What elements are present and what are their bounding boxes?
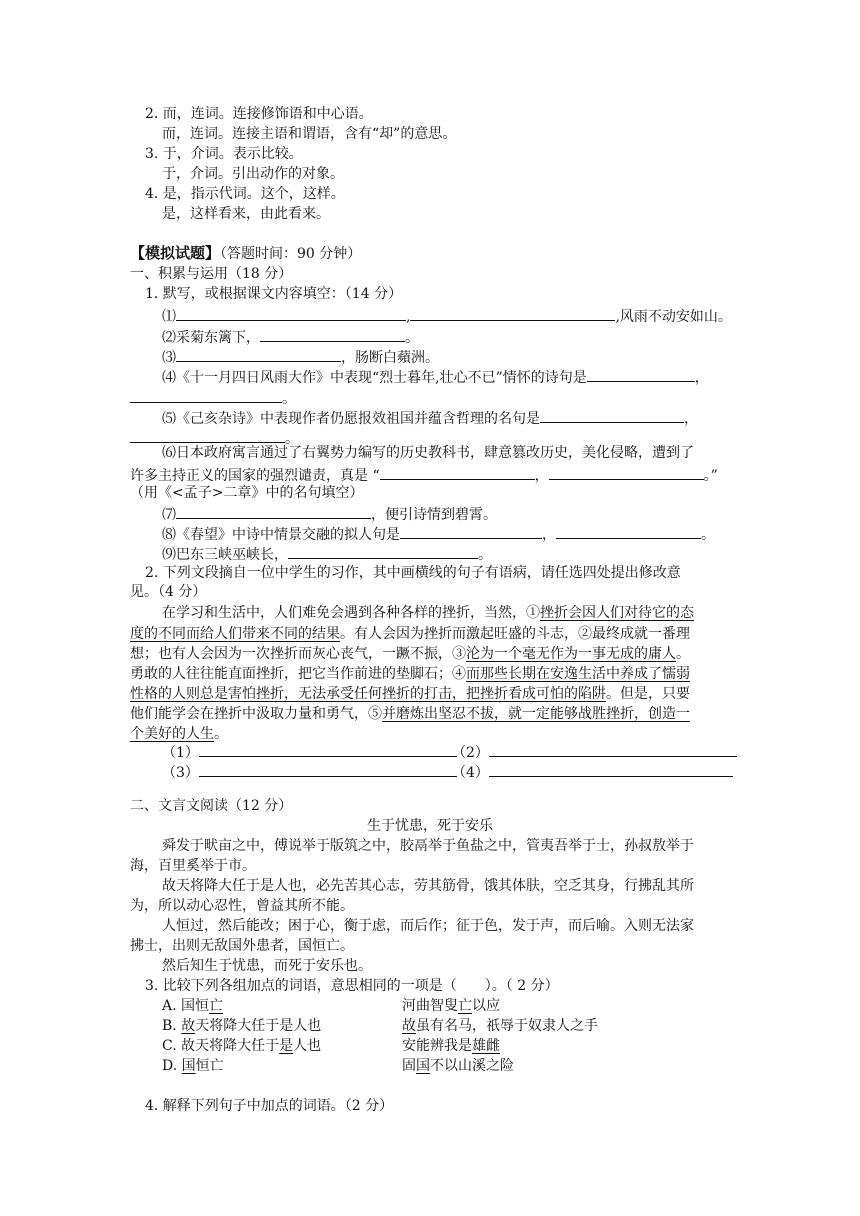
- item-text: 。: [701, 527, 715, 543]
- answer-blank[interactable]: [489, 741, 737, 757]
- option-label: D.: [162, 1058, 182, 1074]
- question-4: 4. 解释下列句子中加点的词语。（2 分）: [145, 1098, 394, 1114]
- answer-blank[interactable]: [410, 305, 615, 321]
- marked-word: 国: [416, 1058, 430, 1074]
- option-text: 虽有名马，祇辱于奴隶人之手: [416, 1018, 598, 1034]
- separator: ，: [694, 370, 709, 386]
- item-text: ⑵采菊东篱下，: [162, 330, 260, 346]
- passage-text: 在学习和生活中，人们难免会遇到各种各样的挫折，当然，①: [162, 605, 540, 621]
- separator: ，: [534, 468, 549, 484]
- option-text: 安能辨我是: [402, 1038, 472, 1054]
- q1-item-5: [162, 407, 698, 429]
- option-text: 人也: [293, 1038, 322, 1054]
- option-d-right: [402, 1056, 514, 1076]
- item-text: 。: [405, 330, 419, 346]
- item-text: ⑸《己亥杂诗》中表现作者仍愿报效祖国并蕴含哲理的名句是: [162, 411, 540, 427]
- question-3: 3. 比较下列各组加点的词语，意思相同的一项是（ ）。（ 2 分）: [145, 978, 559, 994]
- item-text: 。: [478, 547, 492, 563]
- underlined-sentence: 个美好的人生: [130, 726, 214, 742]
- marked-word: 雄雌: [472, 1038, 500, 1054]
- q1-item-6-note: （用《<孟子>二章》中的名句填空）: [130, 485, 364, 501]
- item-number: ⑴: [162, 309, 176, 325]
- marked-word: 故: [181, 1018, 196, 1034]
- answer-number: （4）: [452, 765, 489, 781]
- item-number: ⑺: [162, 507, 176, 523]
- q1-item-6: ⑹日本政府寓言通过了右翼势力编写的历史教科书，肆意篡改历史，美化侵略，遭到了: [162, 445, 694, 461]
- option-c-right: [402, 1036, 500, 1056]
- q1-item-1: [162, 305, 732, 327]
- item-text: ，肠断白蘋洲。: [341, 350, 439, 366]
- answer-number: （3）: [162, 765, 199, 781]
- question-2: 2. 下列文段摘自一位中学生的习作，其中画横线的句子有语病，请任选四处提出修改意: [145, 565, 681, 581]
- passage-line: [130, 704, 690, 724]
- separator: ，: [542, 527, 556, 543]
- section-2-title: 二、文言文阅读（12 分）: [130, 798, 293, 814]
- classical-text-line: 故天将降大任于是人也，必先苦其心志，劳其筋骨，饿其体肤，空乏其身，行拂乱其所: [162, 878, 694, 894]
- answer-line-1: [162, 741, 457, 763]
- item-text: ⑷《十一月四日风雨大作》中表现“烈士暮年,壮心不已”情怀的诗句是: [162, 370, 587, 386]
- test-heading: [130, 243, 361, 264]
- answer-blank[interactable]: [130, 387, 282, 403]
- passage-line: [130, 664, 690, 684]
- item-text: ⑻《春望》中诗中情景交融的拟人句是: [162, 527, 400, 543]
- answer-blank[interactable]: [540, 407, 684, 423]
- test-title: 【模拟试题】: [130, 244, 221, 262]
- answer-number: （2）: [452, 745, 489, 761]
- marked-word: 国: [181, 1058, 196, 1074]
- answer-blank[interactable]: [489, 761, 733, 777]
- option-text: 河曲智叟: [402, 998, 458, 1014]
- answer-blank[interactable]: [130, 427, 285, 443]
- underlined-sentence: 性格的人则总是害怕挫折，无法承受任何挫折的打击，把挫折看成可怕的陷阱: [130, 686, 606, 702]
- answer-blank[interactable]: [199, 741, 457, 757]
- passage-text: 想；也有人会因为一次挫折而灰心丧气，一蹶不振，③: [130, 646, 466, 662]
- classical-text-line: 为，所以动心忍性，曾益其所不能。: [130, 898, 354, 914]
- q1-item-9: [162, 543, 492, 565]
- answer-blank[interactable]: [260, 326, 405, 342]
- option-text: 不以山溪之险: [430, 1058, 514, 1074]
- review-line: 4. 是，指示代词。这个，这样。: [145, 186, 345, 202]
- answer-blank[interactable]: [556, 523, 701, 539]
- option-d-left[interactable]: [162, 1056, 224, 1076]
- q1-item-8: [162, 523, 715, 545]
- review-line: 是，这样看来，由此看来。: [162, 206, 330, 222]
- section-1-title: 一、积累与运用（18 分）: [130, 266, 293, 282]
- underlined-sentence: 沦为一个毫无作为一事无成的庸人: [466, 646, 676, 662]
- option-a-right: [402, 996, 500, 1016]
- underlined-sentence: 度的不同而给人们带来不同的结果: [130, 626, 340, 642]
- review-line: 而，连词。连接主语和谓语，含有“却”的意思。: [162, 126, 457, 142]
- passage-text: 他们能学会在挫折中汲取力量和勇气，⑤: [130, 706, 382, 722]
- passage-line: [130, 684, 690, 704]
- option-label: C.: [162, 1038, 182, 1054]
- classical-text-line: 海，百里奚举于市。: [130, 858, 256, 874]
- marked-word: 亡: [458, 998, 472, 1014]
- classical-text-line: 人恒过，然后能改；困于心，衡于虑，而后作；征于色，发于声，而后喻。入则无法家: [162, 918, 694, 934]
- passage-text: 勇敢的人往往能直面挫折，把它当作前进的垫脚石；④: [130, 666, 466, 682]
- review-line: 3. 于，介词。表示比较。: [145, 146, 303, 162]
- marked-word: 亡: [209, 998, 224, 1014]
- q1-item-4: [162, 366, 709, 388]
- review-line: 于，介词。引出动作的对象。: [162, 166, 344, 182]
- option-text: 固: [402, 1058, 416, 1074]
- option-text: 国恒: [181, 998, 210, 1014]
- option-a-left[interactable]: [162, 996, 223, 1016]
- classical-text-line: 然后知生于忧患，而死于安乐也。: [162, 958, 372, 974]
- separator: ，: [684, 411, 698, 427]
- test-time: （答题时间：90 分钟）: [220, 246, 362, 262]
- underlined-sentence: 并磨炼出坚忍不拔，就一定能够战胜挫折，创造一: [382, 706, 690, 722]
- answer-line-4: [452, 761, 733, 783]
- passage-text: 。但是，只要: [606, 686, 690, 702]
- classical-text-line: 舜发于畎亩之中，傅说举于版筑之中，胶鬲举于鱼盐之中，管夷吾举于士，孙叔敖举于: [162, 838, 694, 854]
- item-number: ⑶: [162, 350, 176, 366]
- item-text: 许多主持正义的国家的强烈谴责，真是 “: [130, 468, 380, 484]
- separator: ,: [406, 309, 411, 325]
- item-text: ,风雨不动安如山。: [615, 309, 732, 325]
- passage-text: 。有人会因为挫折而激起旺盛的斗志，②最终成就一番理: [340, 626, 690, 642]
- passage-text: 。: [214, 726, 228, 742]
- answer-blank[interactable]: [400, 523, 542, 539]
- q1-item-2: [162, 326, 419, 348]
- underlined-sentence: 而那些长期在安逸生活中养成了懦弱: [466, 666, 690, 682]
- option-b-right: [402, 1016, 598, 1036]
- option-label: A.: [162, 998, 182, 1014]
- option-text: 故天将降大任于: [181, 1038, 280, 1054]
- item-text: 。”: [703, 468, 718, 484]
- answer-blank[interactable]: [176, 503, 371, 519]
- item-text: 。: [282, 391, 296, 407]
- option-text: 天将降大任于是人也: [195, 1018, 322, 1034]
- item-text: ，便引诗情到碧霄。: [371, 507, 497, 523]
- option-text: 恒亡: [195, 1058, 224, 1074]
- question-2-cont: 见。（4 分）: [130, 584, 207, 600]
- answer-number: （1）: [162, 745, 199, 761]
- answer-blank[interactable]: [176, 305, 406, 321]
- q1-item-4-cont: [130, 387, 296, 409]
- answer-blank[interactable]: [176, 346, 341, 362]
- item-text: ⑼巴东三峡巫峡长，: [162, 547, 288, 563]
- answer-blank[interactable]: [549, 464, 704, 480]
- classical-text-line: 拂士，出则无敌国外患者，国恒亡。: [130, 938, 354, 954]
- answer-line-3: [162, 761, 457, 783]
- passage-line: [162, 603, 694, 623]
- item-text: 。: [285, 431, 299, 447]
- question-1: 1. 默写，或根据课文内容填空：（14 分）: [145, 286, 403, 302]
- passage-text: 。: [676, 646, 690, 662]
- option-label: B.: [162, 1018, 182, 1034]
- answer-line-2: [452, 741, 737, 763]
- answer-blank[interactable]: [199, 761, 457, 777]
- marked-word: 故: [402, 1018, 416, 1034]
- q1-item-3: [162, 346, 439, 368]
- review-line: 2. 而，连词。连接修饰语和中心语。: [145, 106, 373, 122]
- marked-word: 是: [279, 1038, 294, 1054]
- option-b-left[interactable]: [162, 1016, 321, 1036]
- passage-line: [130, 624, 690, 644]
- q1-item-7: [162, 503, 497, 525]
- answer-blank[interactable]: [288, 543, 478, 559]
- option-c-left[interactable]: [162, 1036, 321, 1056]
- answer-blank[interactable]: [380, 464, 535, 480]
- underlined-sentence: 挫折会因人们对待它的态: [540, 605, 694, 621]
- answer-blank[interactable]: [587, 366, 695, 382]
- option-text: 以应: [472, 998, 500, 1014]
- passage-title: 生于忧患，死于安乐: [367, 818, 493, 834]
- passage-line: [130, 644, 690, 664]
